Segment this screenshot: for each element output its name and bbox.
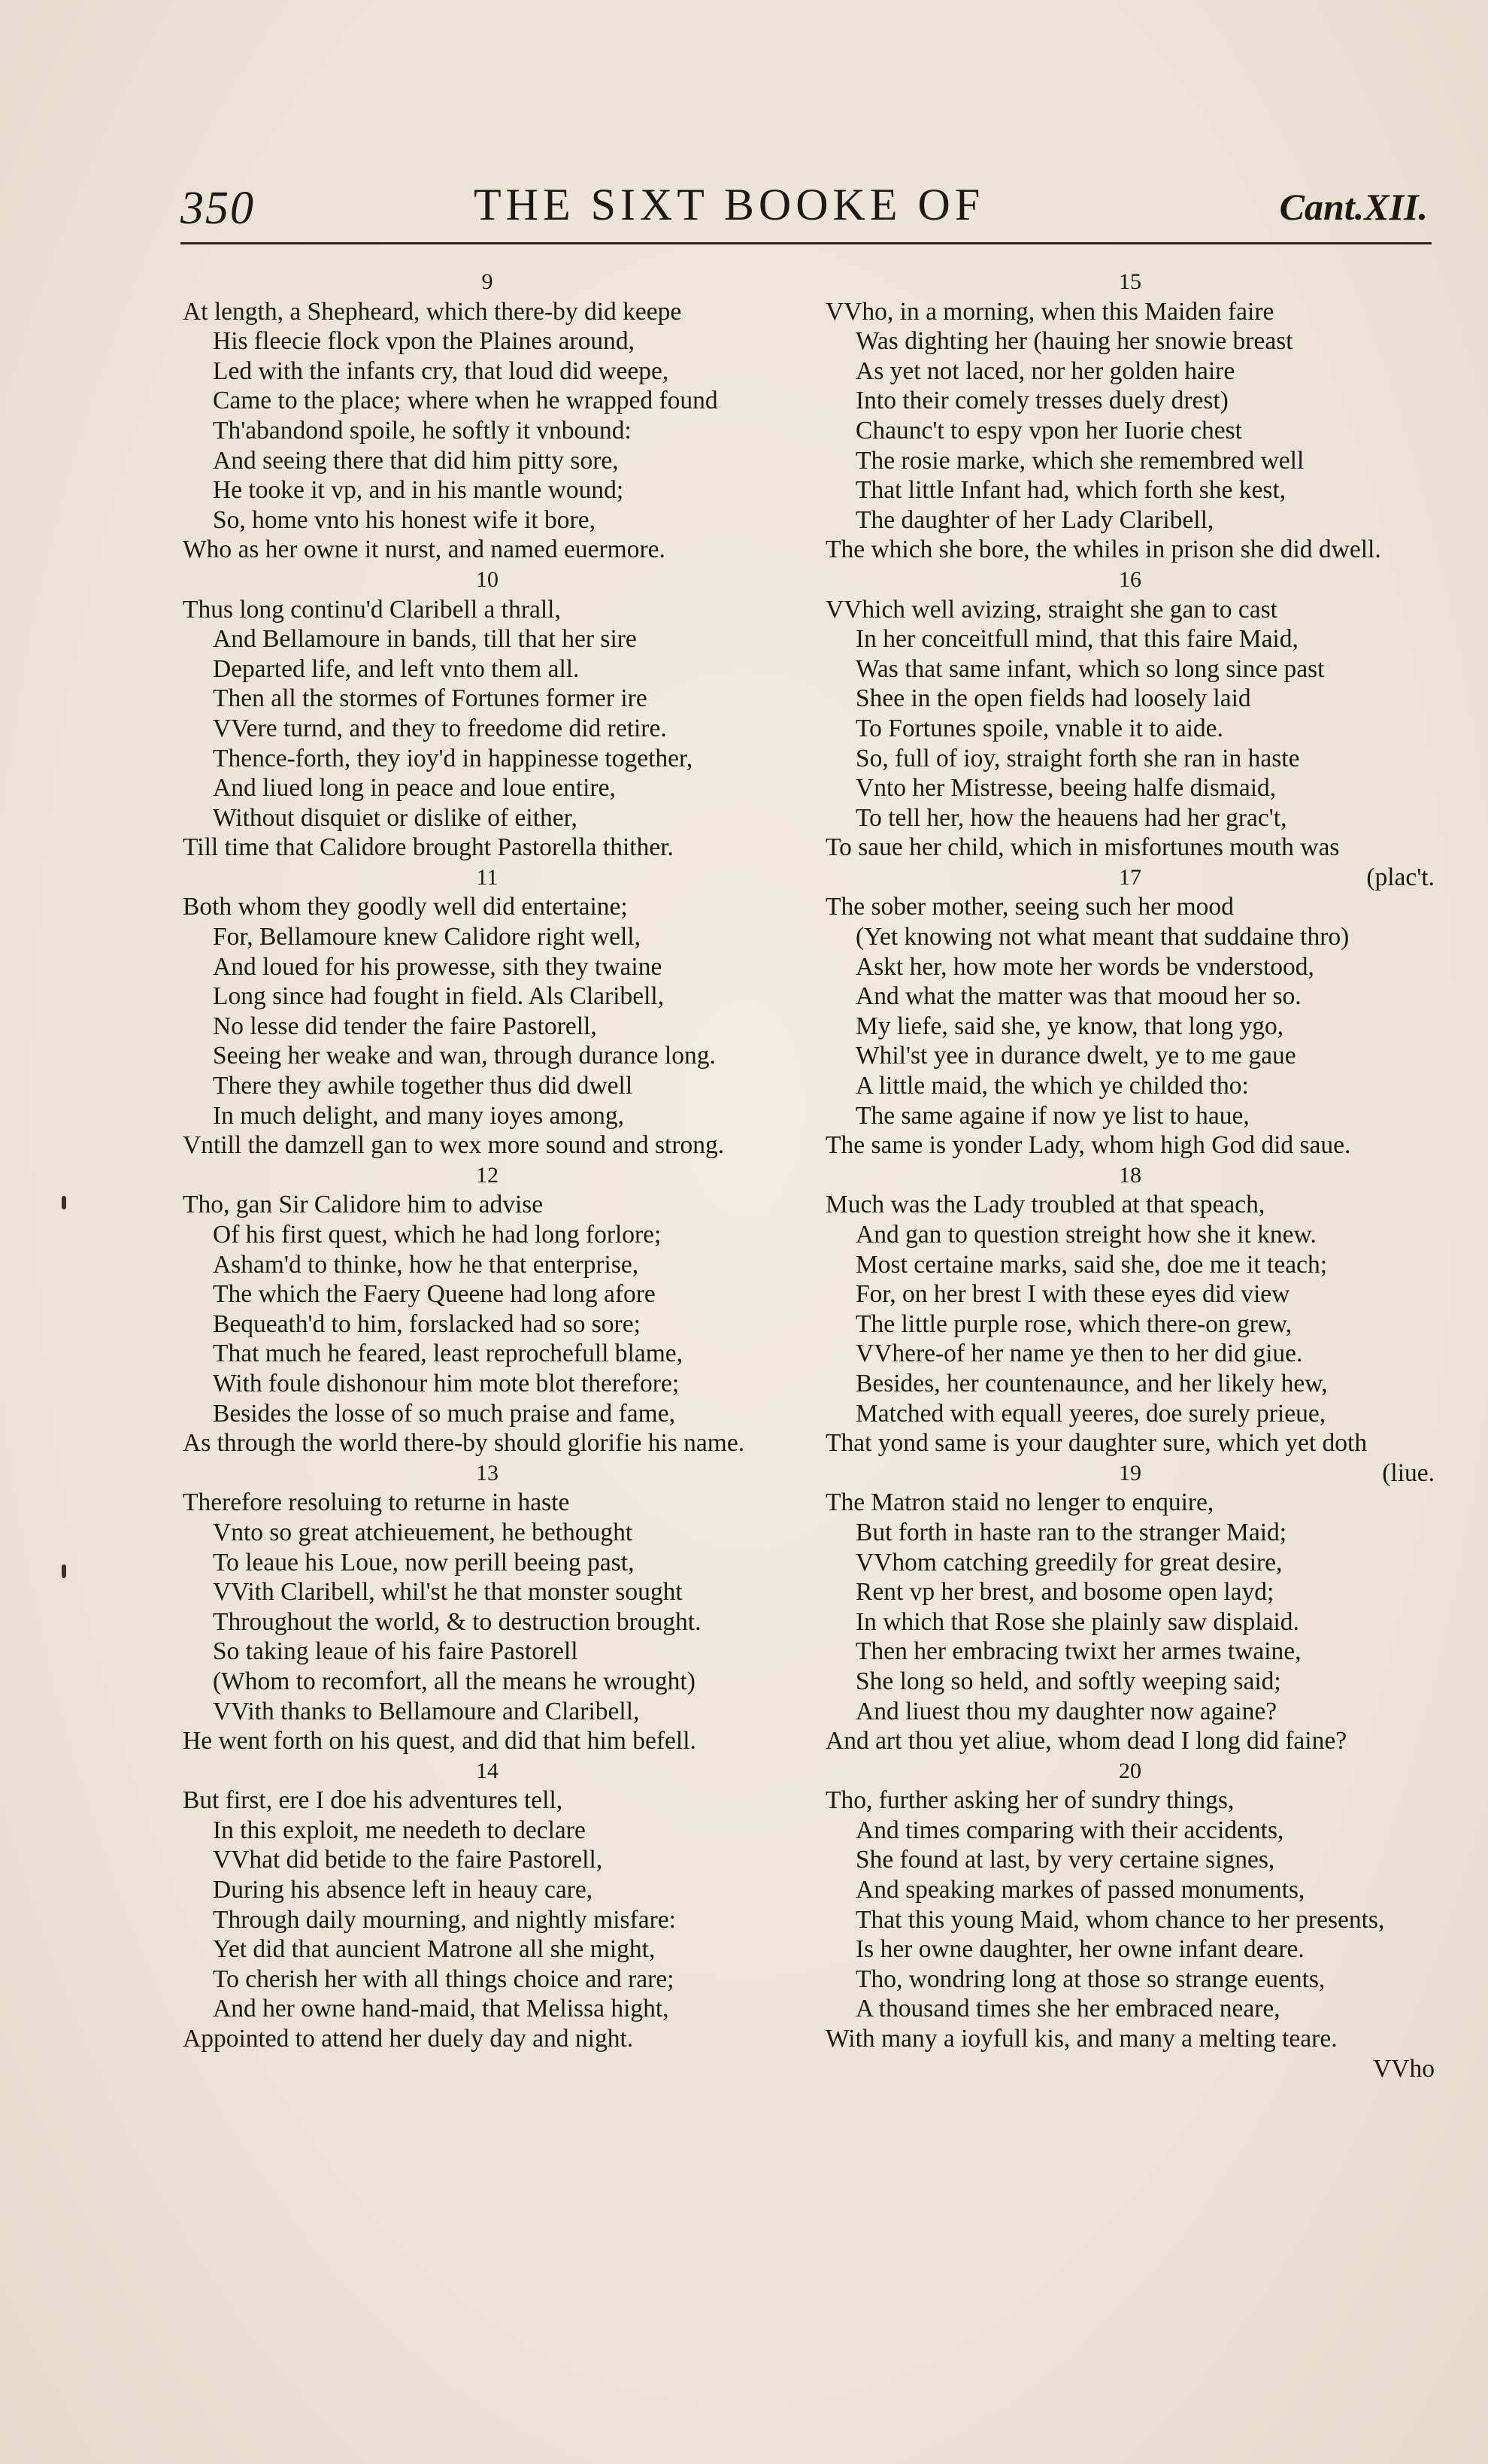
verse-line: Thus long continu'd Claribell a thrall, <box>183 595 561 624</box>
stanza-number-text: 14 <box>476 1758 499 1783</box>
verse-line: And loued for his prowesse, sith they twaine <box>213 952 662 981</box>
verse-line: The daughter of her Lady Claribell, <box>856 505 1214 534</box>
right-column <box>826 267 1435 2083</box>
verse-line: And liuest thou my daughter now againe? <box>856 1697 1277 1725</box>
verse-line: Matched with equall yeeres, doe surely prieue, <box>856 1399 1326 1428</box>
verse-line: So, full of ioy, straight forth she ran in haste <box>856 744 1300 772</box>
verse-line: Then all the stormes of Fortunes former ire <box>213 684 647 713</box>
verse-line: Came to the place; where when he wrapped found <box>213 387 718 415</box>
verse-line: Shee in the open fields had loosely laid <box>856 684 1251 713</box>
stanza-number <box>183 1161 792 1191</box>
verse-line: The sober mother, seeing such her mood <box>826 893 1234 921</box>
verse-line: But forth in haste ran to the stranger Maid; <box>856 1518 1287 1546</box>
verse-line: VVhat did betide to the faire Pastorell, <box>213 1846 603 1874</box>
verse-line: In which that Rose she plainly saw displaid. <box>856 1607 1299 1636</box>
verse-line: He went forth on his quest, and did that him befell. <box>183 1727 696 1755</box>
verse-line: To cherish her with all things choice and rare; <box>213 1965 674 1993</box>
stanza-number-text: 18 <box>1119 1162 1141 1188</box>
stanza-number-text: 17 <box>1119 864 1141 890</box>
catchword: VVho <box>1373 2054 1435 2083</box>
verse-line: Of his first quest, which he had long forlore; <box>213 1221 662 1249</box>
verse-line: To leaue his Loue, now perill beeing past, <box>213 1548 635 1576</box>
carried-word: (liue. <box>1382 1458 1435 1487</box>
verse-line: Is her owne daughter, her owne infant deare. <box>856 1935 1305 1964</box>
verse-line: And seeing there that did him pitty sore, <box>213 446 619 475</box>
verse-line: The same is yonder Lady, whom high God did saue. <box>826 1131 1351 1160</box>
stanza-number <box>826 1458 1435 1488</box>
stanza-number-text: 15 <box>1119 269 1141 294</box>
verse-line: Asham'd to thinke, how he that enterprise, <box>213 1250 639 1279</box>
verse-line: Into their comely tresses duely drest) <box>856 387 1229 415</box>
verse-line: In much delight, and many ioyes among, <box>213 1101 625 1130</box>
verse-line: Besides, her countenaunce, and her likely hew, <box>856 1369 1328 1397</box>
stanza-number-text: 10 <box>476 566 499 592</box>
verse-line: She long so held, and softly weeping said; <box>856 1667 1281 1695</box>
verse-line: Through daily mourning, and nightly misfare: <box>213 1905 676 1934</box>
stanza-number-text: 12 <box>476 1162 499 1188</box>
stanza-number <box>183 1458 792 1488</box>
stanza-number <box>826 1161 1435 1191</box>
margin-mark <box>62 1564 66 1578</box>
verse-line: The which she bore, the whiles in prison she did dwell. <box>826 536 1381 564</box>
stanza-number-text: 16 <box>1119 566 1141 592</box>
verse-line: As through the world there-by should glorifie his name. <box>183 1429 745 1458</box>
verse-line: That this young Maid, whom chance to her presents, <box>856 1905 1385 1934</box>
verse-line: Was dighting her (hauing her snowie breast <box>856 327 1293 356</box>
verse-line: (Yet knowing not what meant that suddaine thro) <box>856 923 1350 951</box>
verse-line: Rent vp her brest, and bosome open layd; <box>856 1578 1274 1607</box>
verse-line: A thousand times she her embraced neare, <box>856 1995 1280 2023</box>
verse-line: In this exploit, me needeth to declare <box>213 1816 586 1844</box>
verse-line: She found at last, by very certaine signes, <box>856 1846 1275 1874</box>
verse-line: At length, a Shepheard, which there-by did keepe <box>183 297 682 326</box>
stanza-number <box>183 565 792 595</box>
verse-line: That yond same is your daughter sure, which yet doth <box>826 1429 1368 1458</box>
verse-line: In her conceitfull mind, that this faire Maid, <box>856 625 1299 654</box>
verse-line: To Fortunes spoile, vnable it to aide. <box>856 714 1223 742</box>
canto-label: Cant.XII. <box>1279 186 1428 228</box>
verse-line: Tho, wondring long at those so strange euents, <box>856 1965 1326 1993</box>
verse-line: And her owne hand-maid, that Melissa hight, <box>213 1995 669 2023</box>
verse-line: Long since had fought in field. Als Claribell, <box>213 982 665 1011</box>
verse-line: VVere turnd, and they to freedome did retire. <box>213 714 667 742</box>
verse-line: He tooke it vp, and in his mantle wound; <box>213 476 624 505</box>
left-column <box>183 267 792 2054</box>
verse-line: That much he feared, least reprochefull blame, <box>213 1340 683 1368</box>
verse-line: VVhom catching greedily for great desire, <box>856 1548 1283 1576</box>
verse-line: Askt her, how mote her words be vnderstood, <box>856 952 1314 981</box>
verse-line: Then her embracing twixt her armes twaine, <box>856 1637 1302 1666</box>
verse-line: Bequeath'd to him, forslacked had so sore; <box>213 1309 641 1338</box>
verse-line: For, Bellamoure knew Calidore right well, <box>213 923 641 951</box>
verse-line: (Whom to recomfort, all the means he wrought) <box>213 1667 696 1695</box>
verse-line: And times comparing with their accidents, <box>856 1816 1284 1844</box>
verse-line: But first, ere I doe his adventures tell, <box>183 1786 563 1815</box>
verse-line: Without disquiet or dislike of either, <box>213 803 577 832</box>
stanza-number <box>826 1756 1435 1786</box>
verse-line: VVhere-of her name ye then to her did giue. <box>856 1340 1303 1368</box>
verse-line: Vntill the damzell gan to wex more sound and strong. <box>183 1131 725 1160</box>
verse-line: Who as her owne it nurst, and named euermore. <box>183 536 665 564</box>
verse-line: With many a ioyfull kis, and many a melting teare. <box>826 2025 1338 2053</box>
verse-line: A little maid, the which ye childed tho: <box>856 1072 1249 1100</box>
verse-line: And liued long in peace and loue entire, <box>213 774 616 803</box>
verse-line: There they awhile together thus did dwell <box>213 1072 633 1100</box>
verse-line: Yet did that auncient Matrone all she might, <box>213 1935 656 1964</box>
verse-line: VVhich well avizing, straight she gan to cast <box>826 595 1277 624</box>
verse-line: So, home vnto his honest wife it bore, <box>213 505 596 534</box>
verse-line: Tho, further asking her of sundry things, <box>826 1786 1235 1815</box>
verse-line: As yet not laced, nor her golden haire <box>856 357 1235 385</box>
verse-line: Whil'st yee in durance dwelt, ye to me gaue <box>856 1042 1296 1070</box>
stanza-number-text: 9 <box>481 269 493 294</box>
verse-line: To tell her, how the heauens had her grac't, <box>856 803 1287 832</box>
verse-line: And Bellamoure in bands, till that her sire <box>213 625 637 654</box>
stanza-number <box>183 267 792 297</box>
verse-line: Chaunc't to espy vpon her Iuorie chest <box>856 416 1242 445</box>
verse-line: So taking leaue of his faire Pastorell <box>213 1637 578 1666</box>
verse-line: His fleecie flock vpon the Plaines around, <box>213 327 635 356</box>
verse-line: Seeing her weake and wan, through durance long. <box>213 1042 716 1070</box>
verse-line: Most certaine marks, said she, doe me it teach; <box>856 1250 1327 1279</box>
verse-line: During his absence left in heauy care, <box>213 1876 593 1904</box>
verse-line: Vnto her Mistresse, beeing halfe dismaid, <box>856 774 1277 803</box>
stanza-number-text: 11 <box>476 864 499 890</box>
verse-line: And gan to question streight how she it knew. <box>856 1221 1317 1249</box>
page-number: 350 <box>180 183 255 234</box>
stanza-number <box>183 863 792 893</box>
stanza-number-text: 19 <box>1119 1460 1141 1485</box>
verse-line: The which the Faery Queene had long afore <box>213 1280 656 1309</box>
stanza-number <box>183 1756 792 1786</box>
carried-word: (plac't. <box>1366 863 1435 891</box>
verse-line: That little Infant had, which forth she kest, <box>856 476 1286 505</box>
stanza-number-text: 20 <box>1119 1758 1141 1783</box>
verse-line: VVith thanks to Bellamoure and Claribell, <box>213 1697 640 1725</box>
verse-line: Tho, gan Sir Calidore him to advise <box>183 1191 544 1219</box>
stanza-number <box>826 565 1435 595</box>
verse-line: And art thou yet aliue, whom dead I long did faine? <box>826 1727 1347 1755</box>
verse-line: Was that same infant, which so long since past <box>856 654 1325 683</box>
verse-line: VVith Claribell, whil'st he that monster sought <box>213 1578 683 1607</box>
verse-line: The little purple rose, which there-on grew, <box>856 1309 1293 1338</box>
verse-line: Besides the losse of so much praise and fame, <box>213 1399 675 1428</box>
running-title: THE SIXT BOOKE OF <box>474 180 985 229</box>
verse-line: Departed life, and left vnto them all. <box>213 654 580 683</box>
stanza-number-text: 13 <box>476 1460 499 1485</box>
verse-line: The Matron staid no lenger to enquire, <box>826 1488 1214 1517</box>
verse-line: Th'abandond spoile, he softly it vnbound: <box>213 416 632 445</box>
verse-line: Led with the infants cry, that loud did weepe, <box>213 357 669 385</box>
verse-line: To saue her child, which in misfortunes mouth was <box>826 833 1340 862</box>
verse-line: My liefe, said she, ye know, that long ygo, <box>856 1012 1284 1040</box>
stanza-number <box>826 863 1435 893</box>
verse-line: The rosie marke, which she remembred well <box>856 446 1305 475</box>
margin-mark <box>62 1196 66 1209</box>
verse-line: Both whom they goodly well did entertaine; <box>183 893 628 921</box>
verse-line: No lesse did tender the faire Pastorell, <box>213 1012 597 1040</box>
page-header <box>0 173 1488 241</box>
verse-line: Throughout the world, & to destruction brought. <box>213 1607 702 1636</box>
verse-line: With foule dishonour him mote blot therefore; <box>213 1369 680 1397</box>
verse-line: For, on her brest I with these eyes did view <box>856 1280 1290 1309</box>
verse-line: Appointed to attend her duely day and night. <box>183 2025 634 2053</box>
verse-line: The same againe if now ye list to haue, <box>856 1101 1250 1130</box>
verse-line: Till time that Calidore brought Pastorella thither. <box>183 833 674 862</box>
verse-line: VVho, in a morning, when this Maiden faire <box>826 297 1274 326</box>
stanza-number <box>826 267 1435 297</box>
verse-line: And what the matter was that mooud her so. <box>856 982 1302 1011</box>
verse-line: Thence-forth, they ioy'd in happinesse together, <box>213 744 693 772</box>
verse-line: Much was the Lady troubled at that speach, <box>826 1191 1265 1219</box>
verse-line: Vnto so great atchieuement, he bethought <box>213 1518 633 1546</box>
verse-line: Therefore resoluing to returne in haste <box>183 1488 570 1517</box>
header-rule <box>180 242 1432 244</box>
verse-line: And speaking markes of passed monuments, <box>856 1876 1305 1904</box>
